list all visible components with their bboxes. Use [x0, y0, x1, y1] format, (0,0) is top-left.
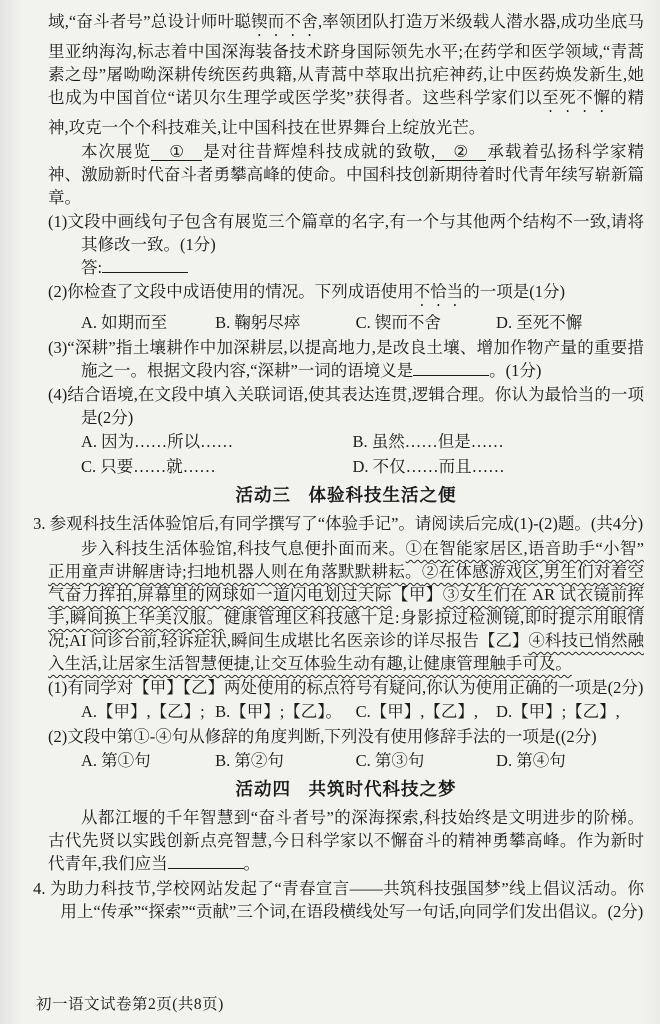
- question-number: (2): [48, 282, 68, 301]
- question-text: 。(1分): [489, 361, 542, 380]
- wavy-sentence-4: ④科技已悄然融入生活,让居家生活智慧便捷,让交互体验生动有趣,让健康管理触手可及。: [48, 631, 645, 673]
- question-number: (2): [48, 727, 68, 746]
- option-row: [81, 749, 644, 772]
- question-text: 文段中第①-④句从修辞的角度判断,下列没有使用修辞手法的一项是((2分): [67, 727, 597, 746]
- option-b: B. 鞠躬尽瘁: [215, 313, 301, 332]
- dream-paragraph: [48, 806, 644, 875]
- option-d: D.【甲】;【乙】,: [496, 702, 620, 721]
- wavy-sentence-3: ③女生们在 AR 试衣镜前挥手,瞬间换上华美汉服。: [48, 585, 645, 627]
- question-4: [48, 383, 644, 478]
- option-b: B.【甲】;【乙】。: [215, 702, 343, 721]
- question-number: 4.: [33, 879, 46, 898]
- question-3-2: [48, 725, 644, 772]
- question-number: (1): [48, 678, 68, 697]
- question-3-1: [48, 676, 644, 723]
- question-text: 文段中画线句子包含有展览三个篇章的名字,有一个与其他两个结构不一致,请将其修改一致。(1分): [67, 212, 644, 254]
- wavy-sentence-1: ①在智能家居区,语音助手“小智”正用童声讲解唐诗;扫地机器人则在角落默默耕耘。: [48, 539, 645, 581]
- option-b: B. 第②句: [215, 751, 284, 770]
- question-text: 你检查了文段中成语使用的情况。下列成语使用: [67, 282, 414, 301]
- option-d: D. 至死不懈: [496, 313, 583, 332]
- page-footer: 初一语文试卷第2页(共8页): [36, 996, 224, 1013]
- should-do-blank: [168, 868, 244, 869]
- emphasized-idiom: 锲而不舍: [251, 12, 318, 31]
- activity-3-heading: [48, 484, 644, 507]
- text-run: 。: [243, 854, 261, 873]
- question-text: 参观科技生活体验馆后,有同学撰写了“体验手记”。请阅读后完成(1)-(2)题。(共4分): [49, 514, 644, 533]
- text-run: 健康管理区科技感十足:身影掠过检测镜,即时提示用眼情况;AI 问诊台前,轻诉症状,瞬间生成堪比名医亲诊的详尽报告: [48, 608, 645, 650]
- text-run: ,率领团队打造万米级载人潜水器,成功坐底马里亚纳海沟,标志着中国深海装备技术跻身国际领先水平;在药学和医学领域,“青蒿素之母”屠呦呦深耕传统医药典籍,从青蒿中萃取出抗疟神药,让中医药焕发新生,她也成为中国首位“诺贝尔生理学或医学奖”获得者。这些科学家们以: [48, 12, 645, 107]
- fill-blank-2: ②: [435, 143, 486, 161]
- exhibition-paragraph: [48, 140, 644, 209]
- option-c: C. 第③句: [355, 751, 425, 770]
- option-a: A.【甲】,【乙】;: [81, 702, 205, 721]
- activity-4-heading: [48, 778, 644, 801]
- text-run: 的精神,攻克一个个科技难关,让中国科技在世界舞台上绽放光芒。: [48, 88, 645, 137]
- emphasized-word: 不恰当: [413, 282, 464, 301]
- option-c: C.【甲】,【乙】,: [355, 702, 478, 721]
- option-b: B. 虽然……但是……: [352, 432, 504, 451]
- text-run: 是对往昔辉煌科技成就的致敬,: [202, 142, 436, 161]
- bracket-jia: 【甲】: [391, 585, 443, 604]
- option-a: A. 第①句: [81, 751, 151, 770]
- question-number: (1): [48, 212, 68, 231]
- context-meaning-blank: [413, 375, 489, 376]
- text-run: 域,“奋斗者号”总设计师叶聪: [48, 12, 252, 31]
- question-number: 3.: [33, 514, 46, 533]
- option-d: D. 不仅……而且……: [352, 457, 505, 476]
- option-a: A. 因为……所以……: [81, 432, 234, 451]
- question-text: 的一项是(1分): [463, 282, 565, 301]
- activity-title: 共筑时代科技之梦: [308, 779, 457, 799]
- option-c: C. 锲而不舍: [355, 313, 441, 332]
- option-row: [81, 311, 644, 334]
- option-d: D. 第④句: [496, 751, 566, 770]
- text-run: 步入科技生活体验馆,科技气息便扑面而来。: [81, 539, 406, 558]
- answer-line: [81, 256, 644, 279]
- question-text: “深耕”指土壤耕作中加深耕层,以提高地力,是改良土壤、增加作物产量的重要措施之一。根据文段内容,“深耕”一词的语境义是: [67, 338, 644, 380]
- answer-label: 答:: [81, 258, 103, 277]
- wavy-sentence-2: ②在体感游戏区,男生们对着空气奋力挥拍,屏幕里的网球如一道闪电划过天际: [48, 562, 645, 604]
- question-2: [48, 280, 644, 334]
- experience-notes-passage: [48, 537, 644, 675]
- fill-blank-1: ①: [151, 143, 202, 161]
- question-text: 结合语境,在文段中填入关联词语,使其表达连贯,逻辑合理。你认为最恰当的一项是(2分): [67, 385, 644, 427]
- text-run: 从都江堰的千年智慧到“奋斗者号”的深海探索,科技始终是文明进步的阶梯。古代先贤以实践创新点亮智慧,今日科学家以不懈奋斗的精神勇攀高峰。作为新时代青年,我们应当: [48, 808, 644, 873]
- text-run: 承载着弘扬科学家精神、激励新时代奋斗者勇攀高峰的使命。中国科技创新期待着时代青年续写崭新篇章。: [48, 142, 645, 207]
- bracket-yi: 【乙】: [478, 631, 529, 650]
- text-run: 本次展览: [81, 142, 152, 161]
- question-1: [48, 210, 644, 279]
- question-number: (3): [48, 338, 68, 357]
- option-c: C. 只要……就……: [81, 457, 216, 476]
- emphasized-idiom: 至死不懈: [542, 88, 611, 107]
- passage-continuation: [48, 10, 644, 139]
- main-question-3: [33, 512, 644, 535]
- main-question-4: [33, 877, 644, 923]
- option-a: A. 如期而至: [81, 313, 168, 332]
- question-number: (4): [48, 385, 68, 404]
- activity-label: 活动三: [235, 485, 291, 505]
- answer-blank: [102, 272, 188, 273]
- activity-label: 活动四: [235, 779, 291, 799]
- question-text: 为助力科技节,学校网站发起了“青春宣言——共筑科技强国梦”线上倡议活动。你用上“传承”“探索”“贡献”三个词,在语段横线处写一句话,向同学们发出倡议。(2分): [50, 879, 644, 921]
- option-row: [81, 700, 644, 723]
- option-grid: [81, 430, 644, 478]
- activity-title: 体验科技生活之便: [308, 485, 457, 505]
- question-text: 有同学对【甲】【乙】两处使用的标点符号有疑问,你认为使用正确的一项是(2分): [67, 678, 644, 697]
- question-3: [48, 336, 644, 382]
